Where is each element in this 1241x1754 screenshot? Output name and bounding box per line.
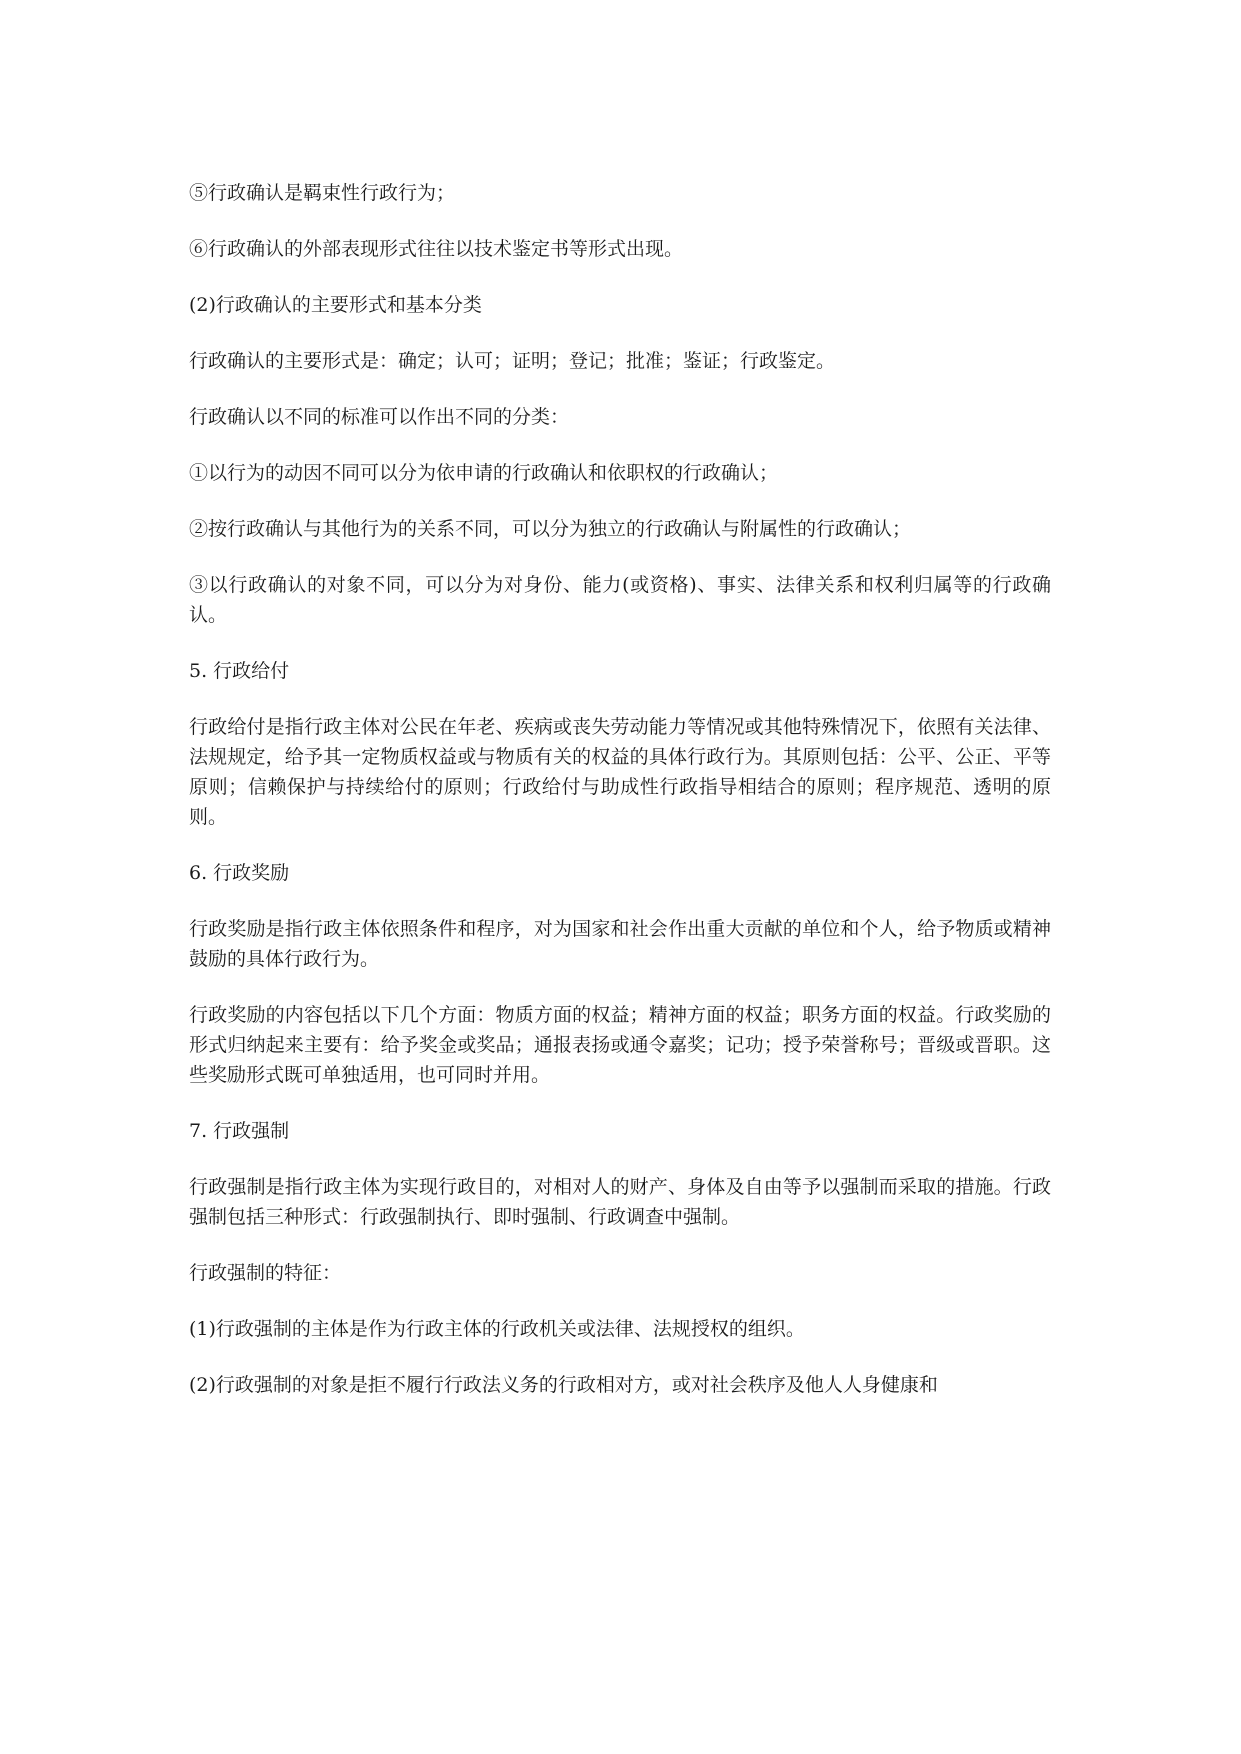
paragraph: ⑥行政确认的外部表现形式往往以技术鉴定书等形式出现。 [189,238,684,260]
paragraph: 行政确认以不同的标准可以作出不同的分类： [189,406,570,428]
paragraph: ①以行为的动因不同可以分为依申请的行政确认和依职权的行政确认； [189,462,779,484]
paragraph: 行政给付是指行政主体对公民在年老、疾病或丧失劳动能力等情况或其他特殊情况下，依照有关法律、法规规定，给予其一定物质权益或与物质有关的权益的具体行政行为。其原则包括：公平、公正、平等原则；信赖保护与持续给付的原则；行政给付与助成性行政指导相结合的原则；程序规范、透明的原则。 [189,716,1051,828]
section-heading: 6. 行政奖励 [189,862,290,884]
section-heading: 7. 行政强制 [189,1120,290,1142]
paragraph: ③以行政确认的对象不同，可以分为对身份、能力(或资格)、事实、法律关系和权利归属等的行政确认。 [189,574,1051,626]
paragraph: ⑤行政确认是羁束性行政行为； [189,182,456,204]
paragraph: ②按行政确认与其他行为的关系不同，可以分为独立的行政确认与附属性的行政确认； [189,518,912,540]
section-heading: 5. 行政给付 [189,660,290,682]
paragraph: (1)行政强制的主体是作为行政主体的行政机关或法律、法规授权的组织。 [189,1318,805,1340]
paragraph: 行政强制是指行政主体为实现行政目的，对相对人的财产、身体及自由等予以强制而采取的措施。行政强制包括三种形式：行政强制执行、即时强制、行政调查中强制。 [189,1176,1051,1228]
paragraph: (2)行政强制的对象是拒不履行行政法义务的行政相对方，或对社会秩序及他人人身健康和 [189,1374,938,1396]
paragraph: 行政确认的主要形式是：确定；认可；证明；登记；批准；鉴证；行政鉴定。 [189,350,836,372]
paragraph: 行政强制的特征： [189,1262,342,1284]
document-body [189,178,1051,1426]
section-heading: (2)行政确认的主要形式和基本分类 [189,294,482,316]
paragraph: 行政奖励是指行政主体依照条件和程序，对为国家和社会作出重大贡献的单位和个人，给予物质或精神鼓励的具体行政行为。 [189,918,1051,970]
paragraph: 行政奖励的内容包括以下几个方面：物质方面的权益；精神方面的权益；职务方面的权益。行政奖励的形式归纳起来主要有：给予奖金或奖品；通报表扬或通令嘉奖；记功；授予荣誉称号；晋级或晋职。这些奖励形式既可单独适用，也可同时并用。 [189,1004,1051,1086]
